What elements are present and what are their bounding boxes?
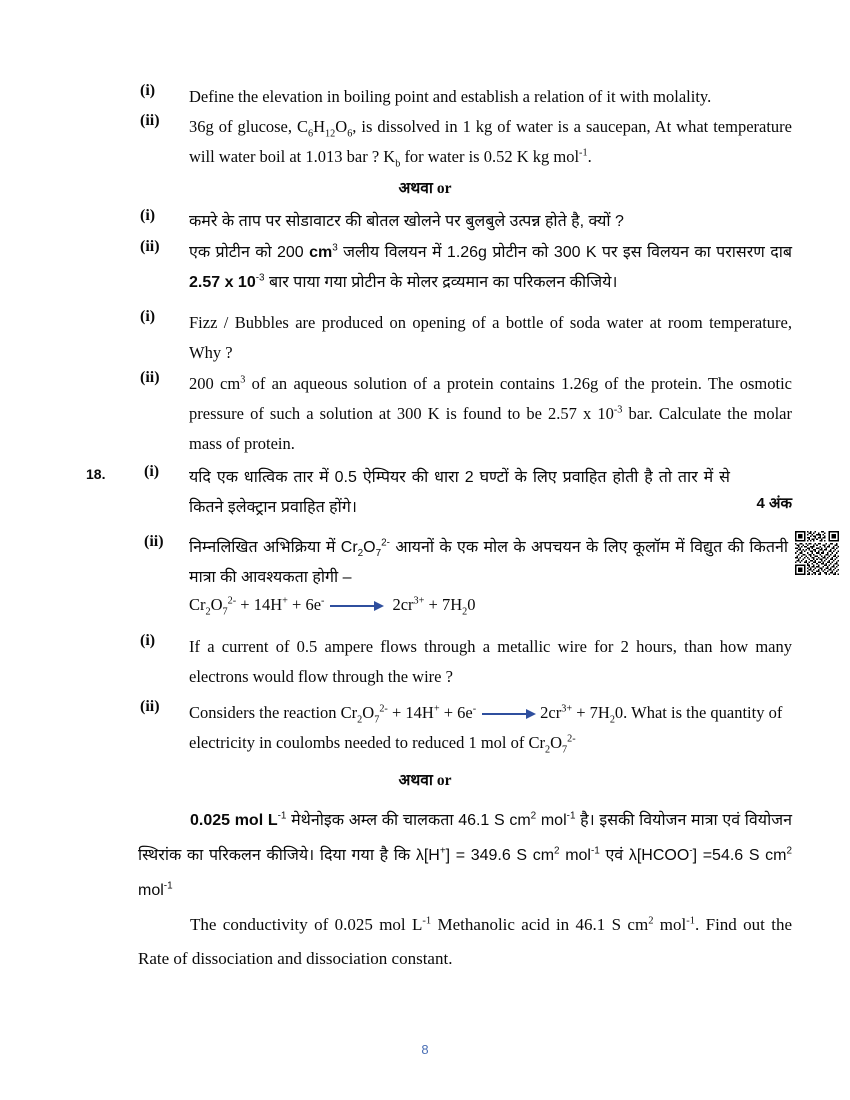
text-segment: Cr (189, 595, 206, 614)
text-segment: 2cr (540, 703, 562, 722)
superscript: 3 (240, 374, 246, 386)
text-segment: 0. What is the quantity of electricity in coulombs needed to reduced 1 mol of Cr (189, 703, 783, 752)
qr-code (795, 531, 839, 575)
superscript: + (433, 703, 440, 715)
text-segment: Considers the reaction Cr (189, 703, 358, 722)
text-segment: एक प्रोटीन को 200 (189, 244, 310, 261)
marker-roman-ii: (ii) (140, 369, 160, 386)
superscript: -1 (163, 880, 173, 892)
text-segment: bar. Calculate the molar mass of protein. (189, 404, 792, 453)
question-17b-en-ii-text (189, 369, 792, 459)
text-segment: ] = 349.6 S cm (445, 847, 555, 864)
conductivity-hindi-paragraph (138, 803, 792, 908)
question-18-hi-i-text: यदि एक धात्विक तार में 0.5 ऐम्पियर की धारा 2 घण्टों के लिए प्रवाहित होती है तो तार में से कितने इलेक्ट्रान प्रवाहित होंगे। (189, 469, 730, 516)
text-segment: जलीय विलयन में 1.26g प्रोटीन को 300 K पर इस विलयन का परासरण दाब (337, 244, 792, 261)
superscript: -1 (277, 810, 287, 822)
text-segment: 36g of glucose, C (189, 117, 309, 136)
marker-roman-i: (i) (140, 82, 156, 99)
reaction-arrow-icon (330, 600, 386, 612)
text-segment: + 6e (287, 595, 322, 614)
text-segment: O (335, 117, 348, 136)
question-17-hi-i-text: कमरे के ताप पर सोडावाटर की बोतल खोलने पर बुलबुले उत्पन्न होते है, क्यों ? (189, 213, 624, 230)
conductivity-english-paragraph (138, 908, 792, 976)
text-segment: बार पाया गया प्रोटीन के मोलर द्रव्यमान का परिकलन कीजिये। (264, 274, 618, 291)
superscript: 3+ (561, 703, 573, 715)
superscript: -3 (613, 404, 623, 416)
superscript: - (472, 703, 477, 715)
subscript: 7 (222, 606, 228, 618)
text-segment: एवं λ[HCOO (599, 847, 690, 864)
text-segment: ] =54.6 S cm (692, 847, 787, 864)
marker-roman-ii: (ii) (140, 698, 160, 715)
marker-roman-ii: (ii) (140, 112, 160, 129)
text-segment: mol (138, 882, 164, 899)
text-segment: for water is 0.52 K kg mol (400, 147, 580, 166)
text-segment: The conductivity of 0.025 mol L (190, 915, 423, 934)
alternative-english-label: or (436, 180, 452, 197)
marker-roman-i: (i) (140, 207, 156, 224)
superscript: 2- (227, 595, 237, 607)
superscript: -1 (591, 845, 600, 857)
text-segment: 0 (467, 595, 476, 614)
text-segment: + 7H (572, 703, 610, 722)
subscript: 2 (205, 606, 211, 618)
marks-badge: 4 अंक (756, 495, 792, 512)
superscript: -1 (422, 915, 432, 927)
text-segment: O (210, 595, 223, 614)
text-segment: mol (653, 915, 687, 934)
marker-roman-i: (i) (140, 308, 156, 325)
superscript: - (689, 845, 693, 857)
text-segment: , is dissolved in 1 kg of water is a saucepan, At what temperature will water boil at 1.013 bar ? K (189, 117, 792, 166)
text-segment: है। इसकी वियोजन मात्रा एवं वियोजन स्थिरांक का परिकलन कीजिये। दिया गया है कि λ[H (138, 812, 792, 864)
reaction-arrow-icon (482, 708, 534, 720)
marker-roman-ii: (ii) (144, 533, 164, 550)
subscript: 7 (375, 548, 382, 560)
text-segment: . Find out the Rate of dissociation and dissociation constant. (138, 915, 792, 968)
superscript: -1 (686, 915, 696, 927)
superscript: -1 (566, 810, 576, 822)
alternative-hindi-label: अथवा (398, 772, 433, 789)
alternative-hindi-label: अथवा (398, 180, 433, 197)
question-17-en-i-text: Define the elevation in boiling point and establish a relation of it with molality. (189, 87, 712, 106)
text-segment: 200 cm (189, 374, 241, 393)
subscript: b (395, 158, 401, 170)
text-segment: + 14H (387, 703, 434, 722)
text-segment: of an aqueous solution of a protein contains 1.26g of the protein. The osmotic pressure of such a solution at 300 K is found to be 2.57 x 10 (189, 374, 792, 423)
subscript: 2 (357, 714, 363, 726)
text-segment: निम्नलिखित अभिक्रिया में Cr (189, 539, 358, 556)
text-segment: 0.025 mol L (190, 812, 278, 829)
text-segment: mol (559, 847, 591, 864)
text-segment: + 6e (439, 703, 473, 722)
question-18-en-i-text: If a current of 0.5 ampere flows through a metallic wire for 2 hours, than how many electrons would flow through the wire ? (189, 637, 792, 686)
text-segment: Methanolic acid in 46.1 S cm (431, 915, 649, 934)
text-segment: . (587, 147, 592, 166)
question-17b-en-i-text: Fizz / Bubbles are produced on opening of a bottle of soda water at room temperature, Why ? (189, 313, 792, 362)
superscript: 2 (554, 845, 560, 857)
marker-roman-i: (i) (144, 463, 160, 480)
superscript: 2- (381, 537, 390, 549)
subscript: 2 (357, 548, 364, 560)
subscript: 2 (609, 714, 615, 726)
subscript: 12 (325, 128, 336, 140)
text-segment: मेथेनोइक अम्ल की चालकता 46.1 S cm (286, 812, 531, 829)
superscript: 2 (648, 915, 654, 927)
subscript: 2 (462, 606, 468, 618)
text-segment: cm (309, 244, 333, 261)
superscript: 3+ (413, 595, 425, 607)
text-segment: H (313, 117, 326, 136)
question-18-hi-ii-text (189, 533, 788, 593)
superscript: 2 (786, 845, 792, 857)
superscript: 2- (567, 733, 576, 745)
question-17-en-ii-text (189, 112, 792, 172)
text-segment: O (550, 733, 563, 752)
subscript: 7 (562, 744, 568, 756)
alternative-english-label: or (436, 772, 452, 789)
page-number: 8 (421, 1042, 429, 1057)
text-segment: mol (536, 812, 567, 829)
text-segment: + 14H (236, 595, 283, 614)
text-segment: 2.57 x 10 (189, 274, 256, 291)
superscript: -3 (255, 272, 265, 284)
alternative-separator-2 (0, 768, 850, 790)
text-segment: O (363, 539, 376, 556)
question-18-equation (189, 595, 476, 618)
superscript: - (321, 595, 325, 607)
superscript: -1 (579, 147, 588, 159)
question-number-18: 18. (86, 466, 106, 482)
marker-roman-i: (i) (140, 632, 156, 649)
question-17-hi-ii-text (189, 238, 792, 298)
subscript: 6 (308, 128, 314, 140)
marker-roman-ii: (ii) (140, 238, 160, 255)
subscript: 7 (374, 714, 380, 726)
superscript: 2- (379, 703, 388, 715)
text-segment: 2cr (392, 595, 414, 614)
superscript: + (282, 595, 288, 607)
superscript: 3 (332, 242, 338, 254)
text-segment: O (362, 703, 375, 722)
text-segment: आयनों के एक मोल के अपचयन के लिए कूलॉम में विद्युत की कितनी मात्रा की आवश्यकता होगी – (189, 539, 788, 586)
superscript: 2 (530, 810, 537, 822)
superscript: + (439, 845, 446, 857)
alternative-separator-1 (0, 176, 850, 198)
text-segment: + 7H (424, 595, 463, 614)
subscript: 6 (347, 128, 353, 140)
subscript: 2 (545, 744, 551, 756)
question-18-en-ii-text (189, 698, 795, 758)
